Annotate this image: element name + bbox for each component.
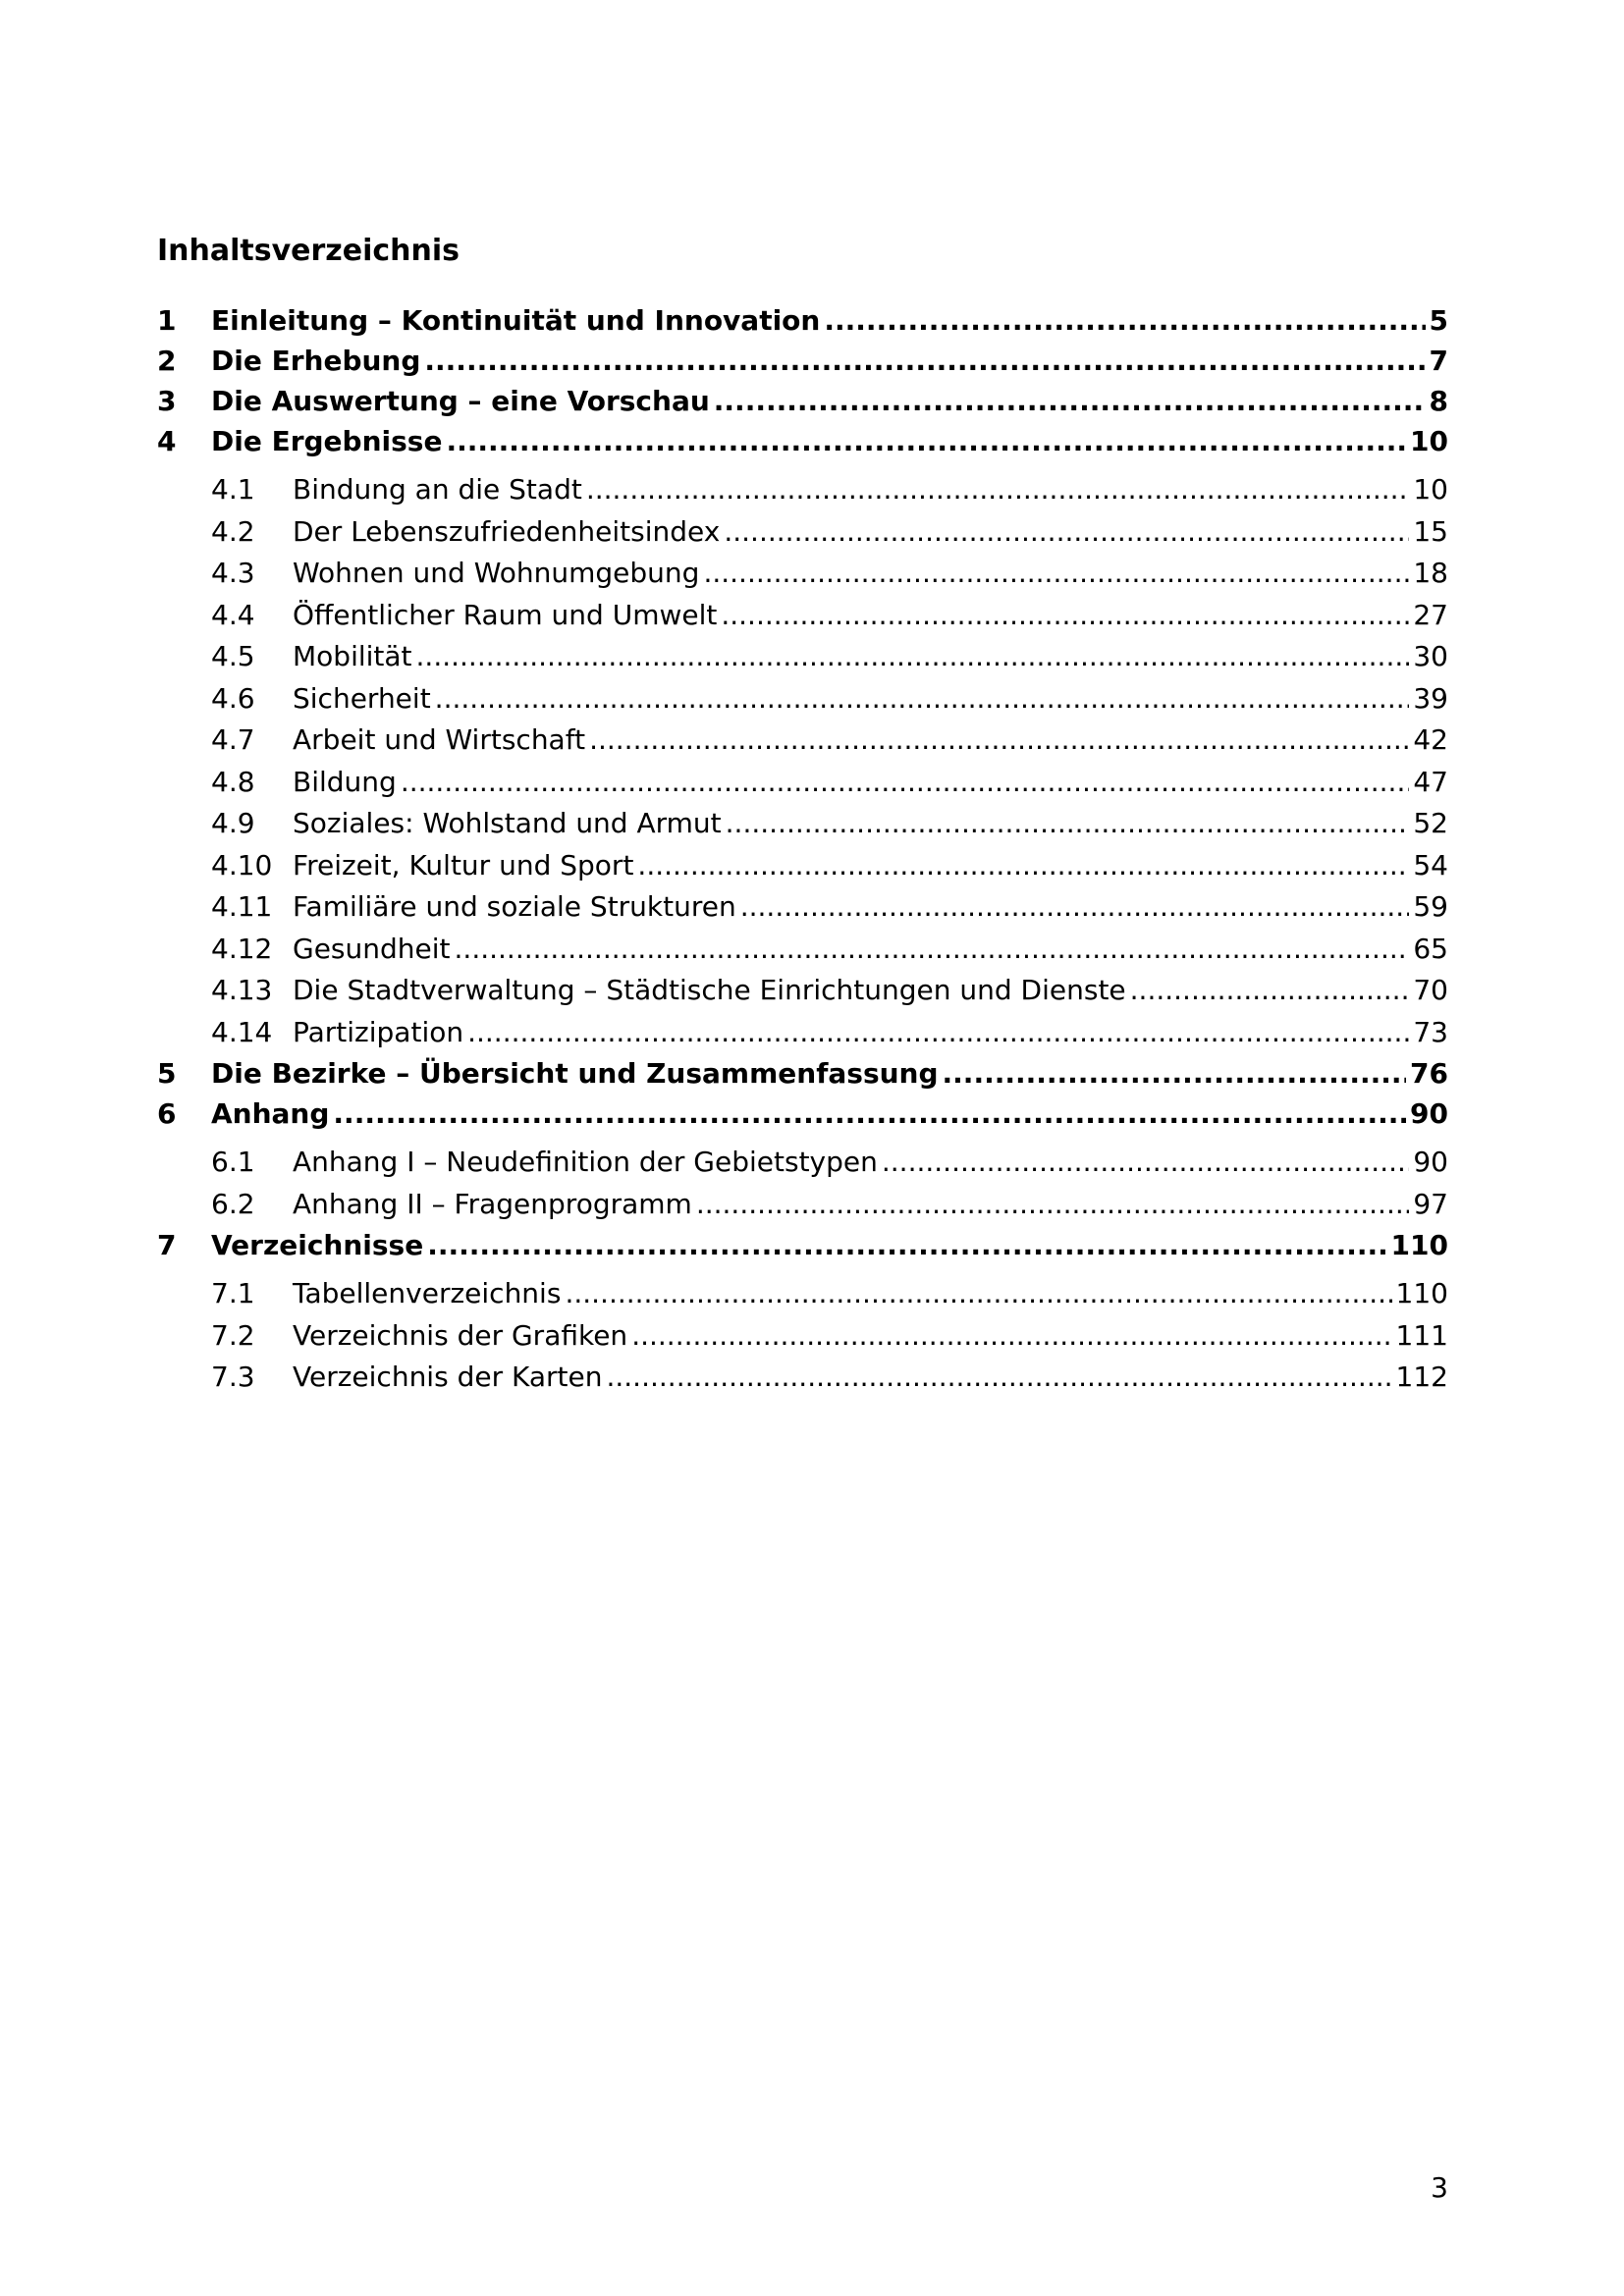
toc-chapter-entry[interactable]: [157, 421, 1448, 461]
dot-leader: [416, 636, 1410, 678]
page-number: 3: [1431, 2171, 1448, 2204]
toc-entry-number: 4.11: [211, 890, 273, 923]
toc-entry-page: 65: [1413, 932, 1448, 965]
toc-chapter-entry[interactable]: [157, 300, 1448, 341]
toc-entry-title: Anhang I – Neudefinition der Gebietstypen: [293, 1146, 878, 1178]
toc-entry-page: 7: [1429, 345, 1448, 377]
toc-entry-page: 54: [1413, 848, 1448, 881]
toc-section-entry[interactable]: [157, 1142, 1448, 1184]
dot-leader: [424, 341, 1425, 381]
toc-entry-title: Verzeichnis der Karten: [293, 1361, 603, 1393]
toc-entry-title: Arbeit und Wirtschaft: [293, 723, 586, 756]
toc-entry-page: 59: [1413, 890, 1448, 923]
toc-section-entry[interactable]: [157, 886, 1448, 929]
dot-leader: [726, 803, 1410, 845]
toc-entry-title: Bildung: [293, 765, 397, 798]
toc-entry-page: 112: [1395, 1361, 1448, 1393]
toc-entry-number: 4.12: [211, 932, 273, 965]
dot-leader: [435, 678, 1410, 721]
dot-leader: [333, 1094, 1406, 1134]
toc-entry-title: Öffentlicher Raum und Umwelt: [293, 598, 718, 631]
dot-leader: [696, 1184, 1410, 1226]
toc-entry-title: Familiäre und soziale Strukturen: [293, 890, 736, 923]
toc-entry-page: 39: [1413, 681, 1448, 715]
toc-entry-title: Die Erhebung: [211, 345, 421, 377]
dot-leader: [740, 886, 1410, 929]
toc-entry-page: 111: [1395, 1318, 1448, 1352]
toc-entry-number: 4.6: [211, 681, 255, 715]
toc-entry-number: 4.13: [211, 974, 273, 1006]
toc-section-entry[interactable]: [157, 553, 1448, 595]
toc-entry-number: 4: [157, 425, 177, 457]
toc-entry-number: 7.1: [211, 1277, 255, 1309]
toc-entry-title: Die Stadtverwaltung – Städtische Einrichtungen und Dienste: [293, 974, 1126, 1006]
toc-entry-number: 6.2: [211, 1187, 255, 1220]
dot-leader: [1130, 970, 1410, 1012]
toc-section-entry[interactable]: [157, 970, 1448, 1012]
toc-entry-title: Wohnen und Wohnumgebung: [293, 557, 700, 589]
toc-chapter-entry[interactable]: [157, 381, 1448, 421]
toc-entry-number: 4.9: [211, 807, 255, 839]
toc-section-entry[interactable]: [157, 511, 1448, 554]
dot-leader: [631, 1315, 1391, 1358]
toc-section-entry[interactable]: [157, 1273, 1448, 1315]
toc-entry-title: Die Bezirke – Übersicht und Zusammenfassung: [211, 1057, 939, 1090]
toc-entry-page: 90: [1410, 1097, 1448, 1130]
toc-chapter-entry[interactable]: [157, 1225, 1448, 1265]
toc-entry-page: 15: [1413, 514, 1448, 548]
toc-entry-page: 42: [1413, 723, 1448, 756]
dot-leader: [455, 929, 1410, 971]
toc-entry-number: 4.3: [211, 557, 255, 589]
toc-entry-number: 3: [157, 385, 177, 417]
toc-entry-number: 4.5: [211, 640, 255, 672]
page-title: Inhaltsverzeichnis: [157, 234, 460, 268]
toc-section-entry[interactable]: [157, 845, 1448, 887]
toc-entry-title: Anhang II – Fragenprogramm: [293, 1187, 692, 1220]
toc-entry-title: Der Lebenszufriedenheitsindex: [293, 514, 721, 548]
toc-section-entry[interactable]: [157, 1357, 1448, 1399]
toc-entry-number: 4.1: [211, 473, 255, 506]
toc-entry-number: 7.2: [211, 1318, 255, 1352]
toc-entry-page: 27: [1413, 598, 1448, 631]
toc-entry-page: 73: [1413, 1015, 1448, 1048]
dot-leader: [586, 469, 1410, 511]
dot-leader: [943, 1053, 1407, 1094]
toc-entry-page: 110: [1390, 1229, 1448, 1261]
dot-leader: [589, 720, 1409, 762]
dot-leader: [724, 511, 1409, 554]
toc-entry-number: 4.7: [211, 723, 255, 756]
dot-leader: [606, 1357, 1391, 1399]
toc-section-entry[interactable]: [157, 720, 1448, 762]
toc-entry-title: Tabellenverzeichnis: [293, 1277, 562, 1309]
toc-entry-page: 47: [1413, 765, 1448, 798]
toc-entry-page: 70: [1413, 974, 1448, 1006]
toc-entry-title: Soziales: Wohlstand und Armut: [293, 807, 722, 839]
toc-section-entry[interactable]: [157, 636, 1448, 678]
toc-entry-number: 6.1: [211, 1146, 255, 1178]
toc-entry-title: Verzeichnis der Grafiken: [293, 1318, 628, 1352]
toc-entry-number: 4.2: [211, 514, 255, 548]
toc-entry-number: 7.3: [211, 1361, 255, 1393]
toc-entry-number: 4.8: [211, 765, 255, 798]
toc-entry-page: 97: [1413, 1187, 1448, 1220]
toc-entry-title: Sicherheit: [293, 681, 431, 715]
toc-entry-title: Einleitung – Kontinuität und Innovation: [211, 304, 821, 337]
toc-entry-title: Gesundheit: [293, 932, 451, 965]
toc-entry-page: 10: [1413, 473, 1448, 506]
toc-entry-number: 1: [157, 304, 177, 337]
dot-leader: [446, 421, 1406, 461]
toc-entry-page: 18: [1413, 557, 1448, 589]
toc-entry-title: Bindung an die Stadt: [293, 473, 582, 506]
dot-leader: [882, 1142, 1409, 1184]
toc-entry-number: 4.4: [211, 598, 255, 631]
toc-entry-page: 30: [1413, 640, 1448, 672]
toc-entry-title: Anhang: [211, 1097, 330, 1130]
toc-section-entry[interactable]: [157, 678, 1448, 721]
toc-section-entry[interactable]: [157, 1315, 1448, 1358]
toc-entry-title: Freizeit, Kultur und Sport: [293, 848, 634, 881]
toc-section-entry[interactable]: [157, 1012, 1448, 1054]
toc-chapter-entry[interactable]: [157, 341, 1448, 381]
toc-entry-page: 10: [1410, 425, 1448, 457]
toc-entry-number: 7: [157, 1229, 177, 1261]
dot-leader: [427, 1225, 1386, 1265]
toc-entry-number: 4.14: [211, 1015, 273, 1048]
toc-entry-page: 76: [1410, 1057, 1448, 1090]
toc-section-entry[interactable]: [157, 1184, 1448, 1226]
dot-leader: [565, 1273, 1391, 1315]
toc-entry-number: 5: [157, 1057, 177, 1090]
toc-entry-title: Partizipation: [293, 1015, 464, 1048]
toc-entry-title: Mobilität: [293, 640, 412, 672]
toc-section-entry[interactable]: [157, 762, 1448, 804]
toc-entry-page: 90: [1413, 1146, 1448, 1178]
toc-entry-number: 4.10: [211, 848, 273, 881]
dot-leader: [714, 381, 1426, 421]
toc-entry-title: Die Auswertung – eine Vorschau: [211, 385, 710, 417]
dot-leader: [824, 300, 1425, 341]
dot-leader: [703, 553, 1409, 595]
toc-chapter-entry[interactable]: [157, 1094, 1448, 1134]
toc-entry-number: 6: [157, 1097, 177, 1130]
toc-entry-title: Die Ergebnisse: [211, 425, 443, 457]
dot-leader: [401, 762, 1410, 804]
toc-entry-page: 5: [1429, 304, 1448, 337]
toc-entry-title: Verzeichnisse: [211, 1229, 424, 1261]
dot-leader: [467, 1012, 1409, 1054]
dot-leader: [637, 845, 1409, 887]
toc-entry-page: 8: [1429, 385, 1448, 417]
toc-entry-page: 110: [1395, 1277, 1448, 1309]
toc-section-entry[interactable]: [157, 803, 1448, 845]
toc-entry-page: 52: [1413, 807, 1448, 839]
toc-chapter-entry[interactable]: [157, 1053, 1448, 1094]
toc-entry-number: 2: [157, 345, 177, 377]
dot-leader: [721, 595, 1409, 637]
toc-section-entry[interactable]: [157, 469, 1448, 511]
toc-section-entry[interactable]: [157, 595, 1448, 637]
table-of-contents: [157, 300, 1448, 1399]
toc-section-entry[interactable]: [157, 929, 1448, 971]
